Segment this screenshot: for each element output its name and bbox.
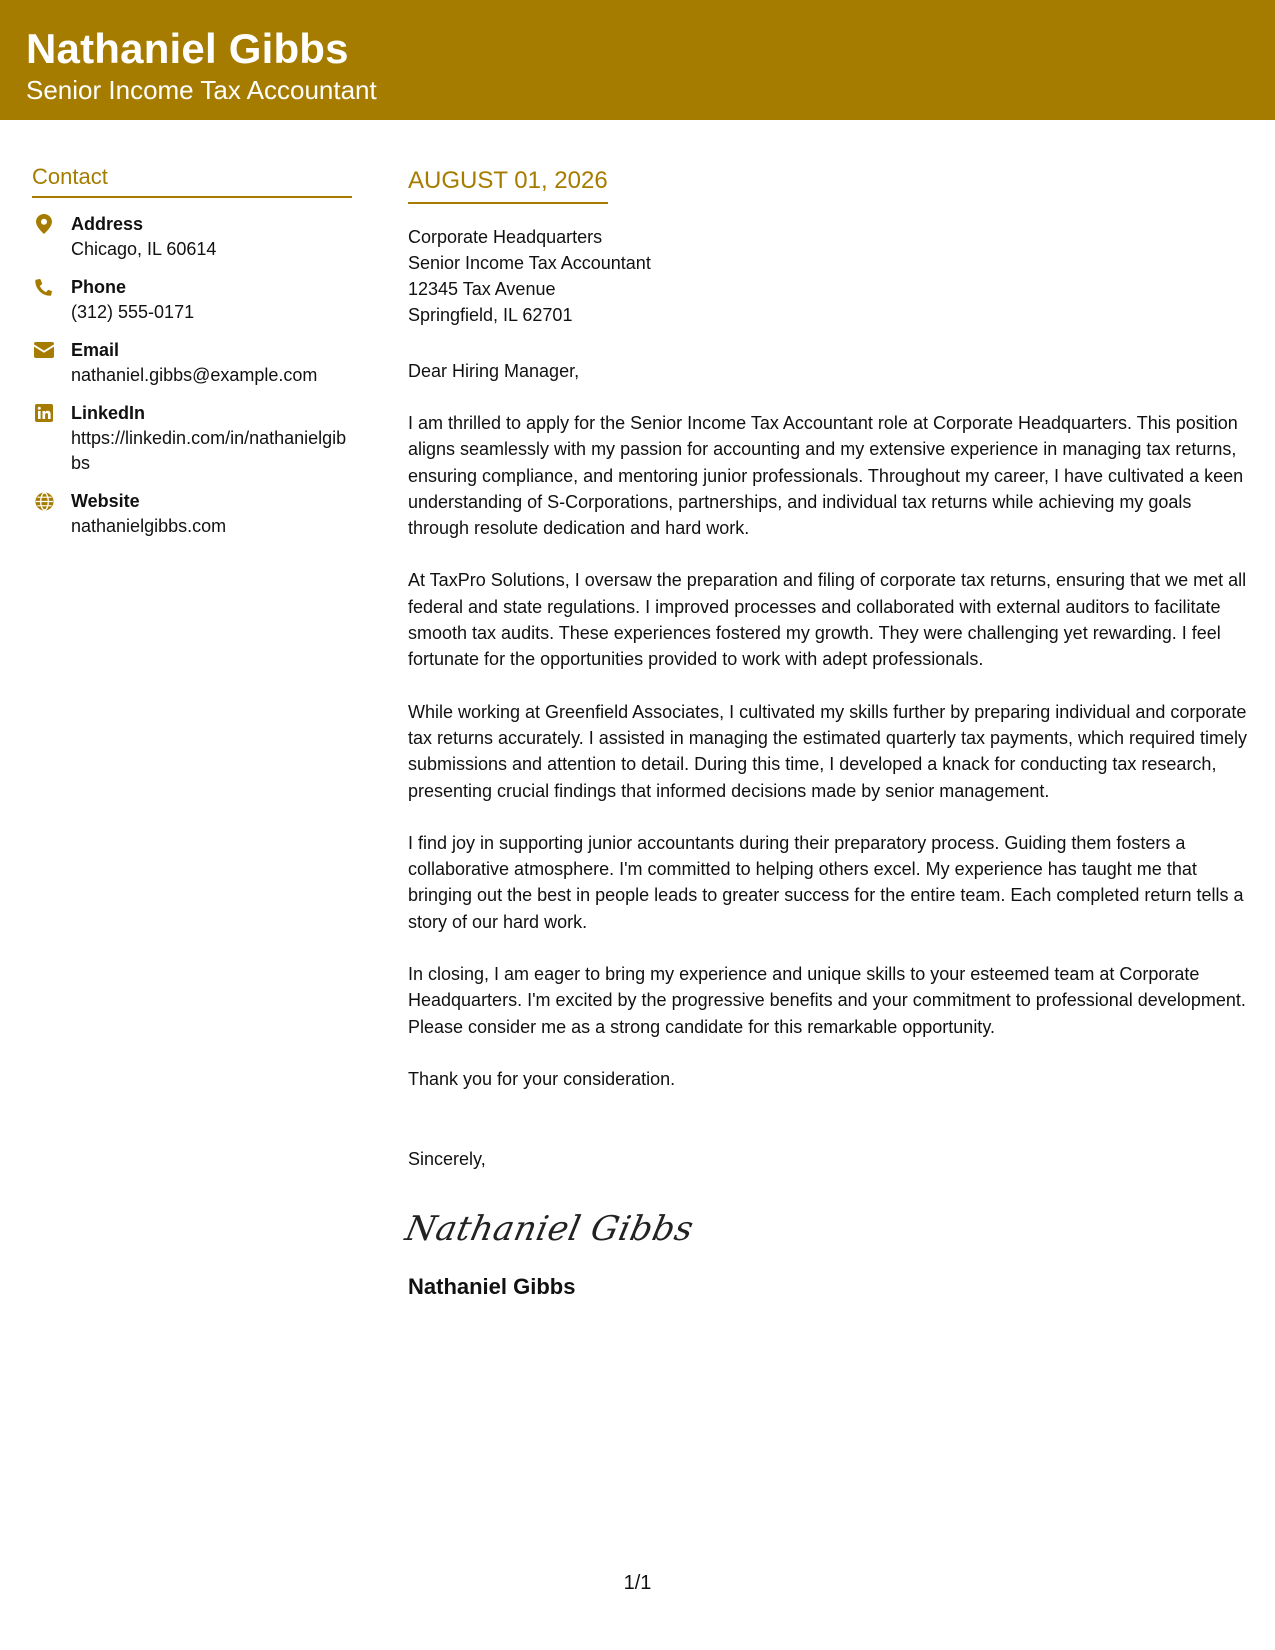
recipient-block <box>408 224 1253 328</box>
contact-label: LinkedIn <box>71 403 146 423</box>
contact-sidebar <box>32 162 352 552</box>
header-banner <box>0 0 1275 120</box>
contact-value: Chicago, IL 60614 <box>71 239 217 259</box>
page-number: 1/1 <box>623 1572 652 1594</box>
sign-off: Sincerely, <box>408 1148 486 1169</box>
contact-item-phone <box>32 275 352 325</box>
contact-value: nathaniel.gibbs@example.com <box>71 365 318 385</box>
signer-name: Nathaniel Gibbs <box>408 1273 576 1299</box>
contact-heading: Contact <box>32 162 352 198</box>
recipient-line: Senior Income Tax Accountant <box>408 253 651 273</box>
contact-value: nathanielgibbs.com <box>71 516 227 536</box>
contact-label: Email <box>71 340 120 360</box>
handwritten-signature <box>401 1192 698 1262</box>
applicant-name: Nathaniel Gibbs <box>26 25 349 72</box>
contact-item-email <box>32 338 352 388</box>
map-pin-icon <box>34 214 54 234</box>
contact-value: https://linkedin.com/in/nathanielgibbs <box>71 428 347 473</box>
body-paragraph: I find joy in supporting junior accountants during their preparatory process. Guiding them fosters a collaborative atmosphere. I'm committed to helping others excel. My experience has taught me that bringing out the best in people leads to greater success for the entire team. Each completed return tells a story of our hard work. <box>408 832 1244 932</box>
body-paragraph: In closing, I am eager to bring my experience and unique skills to your esteemed team at Corporate Headquarters. I'm excited by the progressive benefits and your commitment to professional development. Please consider me as a strong candidate for this remarkable opportunity. <box>408 964 1246 1037</box>
applicant-title: Senior Income Tax Accountant <box>26 75 377 105</box>
contact-item-website <box>32 489 352 539</box>
recipient-line: 12345 Tax Avenue <box>408 279 556 299</box>
body-paragraph: I am thrilled to apply for the Senior Income Tax Accountant role at Corporate Headquarters. This position aligns seamlessly with my passion for accounting and my extensive experience in managing tax returns, ensuring compliance, and mentoring junior professionals. Throughout my career, I have cultivated a keen understanding of S-Corporations, partnerships, and individual tax returns while achieving my goals through resolute dedication and hard work. <box>408 413 1244 539</box>
contact-label: Address <box>71 214 144 234</box>
letter-date: AUGUST 01, 2026 <box>408 164 608 204</box>
closing-line: Thank you for your consideration. <box>408 1068 676 1089</box>
letter-body <box>401 164 1253 1302</box>
contact-item-address <box>32 212 352 262</box>
recipient-line: Corporate Headquarters <box>408 227 603 247</box>
envelope-icon <box>34 340 54 360</box>
linkedin-icon <box>34 403 54 423</box>
contact-value: (312) 555-0171 <box>71 302 195 322</box>
body-paragraph: While working at Greenfield Associates, I cultivated my skills further by preparing individual and corporate tax returns accurately. I assisted in managing the estimated quarterly tax payments, which required timely submissions and attention to detail. During this time, I developed a knack for conducting tax research, presenting crucial findings that informed decisions made by senior management. <box>408 701 1248 801</box>
contact-label: Phone <box>71 277 127 297</box>
globe-icon <box>34 491 54 511</box>
contact-item-linkedin <box>32 401 352 476</box>
recipient-line: Springfield, IL 62701 <box>408 305 573 325</box>
salutation: Dear Hiring Manager, <box>408 361 580 381</box>
signature-mark: Nathaniel Gibbs <box>401 1209 698 1249</box>
body-paragraph: At TaxPro Solutions, I oversaw the preparation and filing of corporate tax returns, ensuring that we met all federal and state regulations. I improved processes and collaborated with external auditors to facilitate smooth tax audits. These experiences fostered my growth. They were challenging yet rewarding. I feel fortunate for the opportunities provided to work with adept professionals. <box>408 570 1247 670</box>
contact-label: Website <box>71 491 140 511</box>
phone-icon <box>34 277 54 297</box>
